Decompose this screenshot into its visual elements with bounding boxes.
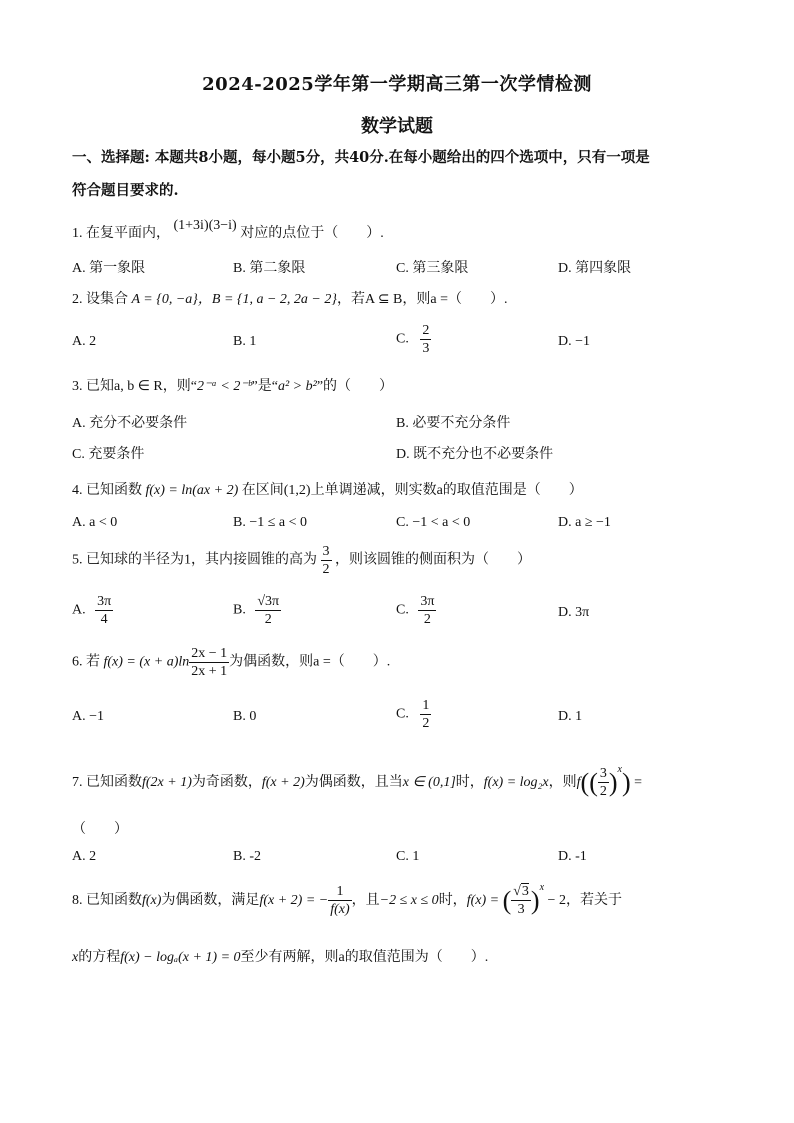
question-number: 1. [72, 226, 83, 241]
option-d: D. -1 [558, 849, 587, 864]
option-b: B. -2 [233, 849, 261, 864]
option-a: A. −1 [72, 709, 105, 724]
question-text: 设集合 [86, 292, 128, 307]
fraction: $\frac{√3}{3}$ [513, 884, 529, 918]
question-text: 时， [438, 893, 467, 908]
question-8: 8. 已知函数f(x)为偶函数，满足f(x + 2) = − $\frac{1}{f(x)}$ ，且−2 ≤ x ≤ 0时，f(x) = ( $\frac{√3}{3}$ )$^x$ − 2，若关于 [72, 882, 622, 918]
question-3 [72, 375, 732, 395]
fraction: $\frac{3\pi}{2}$ [420, 594, 435, 627]
option-c: C. $\frac{2}{3}$ [396, 323, 430, 356]
option-d: D. −1 [558, 334, 591, 349]
option-a: A. 充分不必要条件 [72, 416, 188, 431]
section-heading-line1: 一、选择题: 本题共8小题，每小题5分，共40分.在每小题给出的四个选项中，只有一项是 [72, 149, 650, 166]
question-4 [72, 479, 732, 499]
option-d: D. 1 [558, 709, 583, 724]
question-number: 5. [72, 552, 83, 568]
question-text: 若 [86, 654, 100, 670]
fraction: $\frac{1}{2}$ [422, 698, 430, 731]
math-expression: f(x + 2) = − [259, 893, 329, 908]
page-subtitle: 数学试题 [361, 116, 433, 137]
fraction: $\frac{2}{3}$ [422, 323, 430, 356]
math-expression: 2⁻ᵃ < 2⁻ᵇ [196, 379, 252, 394]
option-a: A. 2 [72, 334, 97, 349]
question-text: 为偶函数，且当 [304, 775, 403, 790]
option-a: A. 2 [72, 849, 97, 864]
question-text: ，若A ⊆ B，则a =（ ）. [336, 292, 508, 307]
math-expression: f(x) − logₐ(x + 1) = 0 [120, 950, 241, 965]
question-text: ”是“ [251, 379, 278, 394]
question-text: 对应的点位于（ ）. [240, 226, 384, 241]
question-1 [72, 218, 732, 242]
option-b: B. 0 [233, 709, 257, 724]
question-text: ”的（ ） [316, 379, 394, 394]
question-text: 已知函数 [86, 893, 142, 908]
question-number: 4. [72, 483, 83, 498]
question-5 [72, 543, 732, 578]
fraction: $\frac{1}{f(x)}$ [330, 884, 350, 918]
question-text: 时， [455, 775, 484, 790]
option-b: B. 第二象限 [233, 261, 306, 276]
question-2 [72, 288, 732, 308]
question-text: 已知函数 [86, 775, 142, 790]
math-expression: x ∈ (0,1] [402, 775, 456, 790]
fraction: $\frac{3\pi}{4}$ [97, 594, 112, 627]
math-expression: (1+3i)(3−i) [173, 218, 237, 233]
fraction: $\frac{3}{2}$ [599, 766, 607, 800]
option-b: B. −1 ≤ a < 0 [233, 515, 308, 530]
option-c: C. 第三象限 [396, 261, 469, 276]
math-expression: f(x + 2) [261, 775, 305, 790]
fraction: $\frac{√3\pi}{2}$ [257, 594, 280, 627]
question-number: 3. [72, 379, 83, 394]
question-text: 在区间(1,2)上单调递减，则实数a的取值范围是（ ） [241, 483, 583, 498]
question-7: 7. 已知函数f(2x + 1)为奇函数，f(x + 2)为偶函数，且当x ∈ (0,1]时，f(x) = log₂x，则f(( $\frac{3}{2}$ )$^x$) = [72, 764, 643, 800]
option-c: C. $\frac{3\pi}{2}$ [396, 594, 435, 627]
fraction: $\frac{2x - 1}{2x + 1}$ [191, 646, 228, 679]
option-d: D. a ≥ −1 [558, 515, 611, 530]
question-number: 7. [72, 775, 83, 790]
question-text: ，则 [548, 775, 577, 790]
math-expression: f(2x + 1) [142, 775, 192, 790]
math-expression: f(x) [142, 893, 162, 908]
option-b: B. 1 [233, 334, 257, 349]
question-text: 在复平面内， [86, 226, 170, 241]
math-expression: a² > b² [277, 379, 317, 394]
option-b: B. $\frac{√3\pi}{2}$ [233, 594, 280, 627]
question-text: 为奇函数， [191, 775, 262, 790]
option-c: C. 1 [396, 849, 420, 864]
question-text: ，若关于 [565, 893, 622, 908]
math-expression: f [576, 775, 581, 790]
question-8-line2: x的方程f(x) − logₐ(x + 1) = 0至少有两解，则a的取值范围为（ ）. [72, 950, 489, 965]
option-b: B. 必要不充分条件 [396, 416, 511, 431]
page-title: 2024-2025学年第一学期高三第一次学情检测 [202, 74, 592, 95]
math-expression: A = {0, −a}，B = {1, a − 2, 2a − 2} [131, 292, 337, 307]
option-c: C. 充要条件 [72, 447, 145, 462]
question-text: 为偶函数，满足 [161, 893, 260, 908]
question-number: 2. [72, 292, 83, 307]
option-d: D. 第四象限 [558, 261, 632, 276]
question-7-blank: （ ） [72, 822, 128, 837]
fraction: $\frac{3}{2}$ [322, 544, 330, 577]
question-text: 已知函数 [86, 483, 142, 498]
option-d: D. 3π [558, 605, 590, 620]
question-text: 已知球的半径为1，其内接圆锥的高为 [86, 552, 317, 568]
question-text: 为偶函数，则a =（ ）. [229, 654, 391, 670]
option-c: C. $\frac{1}{2}$ [396, 698, 430, 731]
math-expression: f(x) = [466, 893, 503, 908]
section-heading-line2: 符合题目要求的. [72, 182, 179, 199]
math-expression: f(x) = log₂x [483, 775, 549, 790]
question-text: 已知a, b ∈ R，则“ [86, 379, 197, 394]
option-c: C. −1 < a < 0 [396, 515, 471, 530]
question-text: ，且 [351, 893, 380, 908]
question-number: 8. [72, 893, 83, 908]
option-a: A. 第一象限 [72, 261, 146, 276]
question-6 [72, 645, 732, 680]
math-expression: −2 ≤ x ≤ 0 [379, 893, 439, 908]
option-d: D. 既不充分也不必要条件 [396, 447, 554, 462]
question-text: ，则该圆锥的侧面积为（ ） [335, 552, 531, 568]
question-number: 6. [72, 654, 83, 670]
math-expression: f(x) = ln(ax + 2) [145, 483, 239, 498]
option-a: A. a < 0 [72, 515, 118, 530]
math-expression: f(x) = (x + a)ln [103, 654, 190, 670]
option-a: A. $\frac{3\pi}{4}$ [72, 594, 112, 627]
